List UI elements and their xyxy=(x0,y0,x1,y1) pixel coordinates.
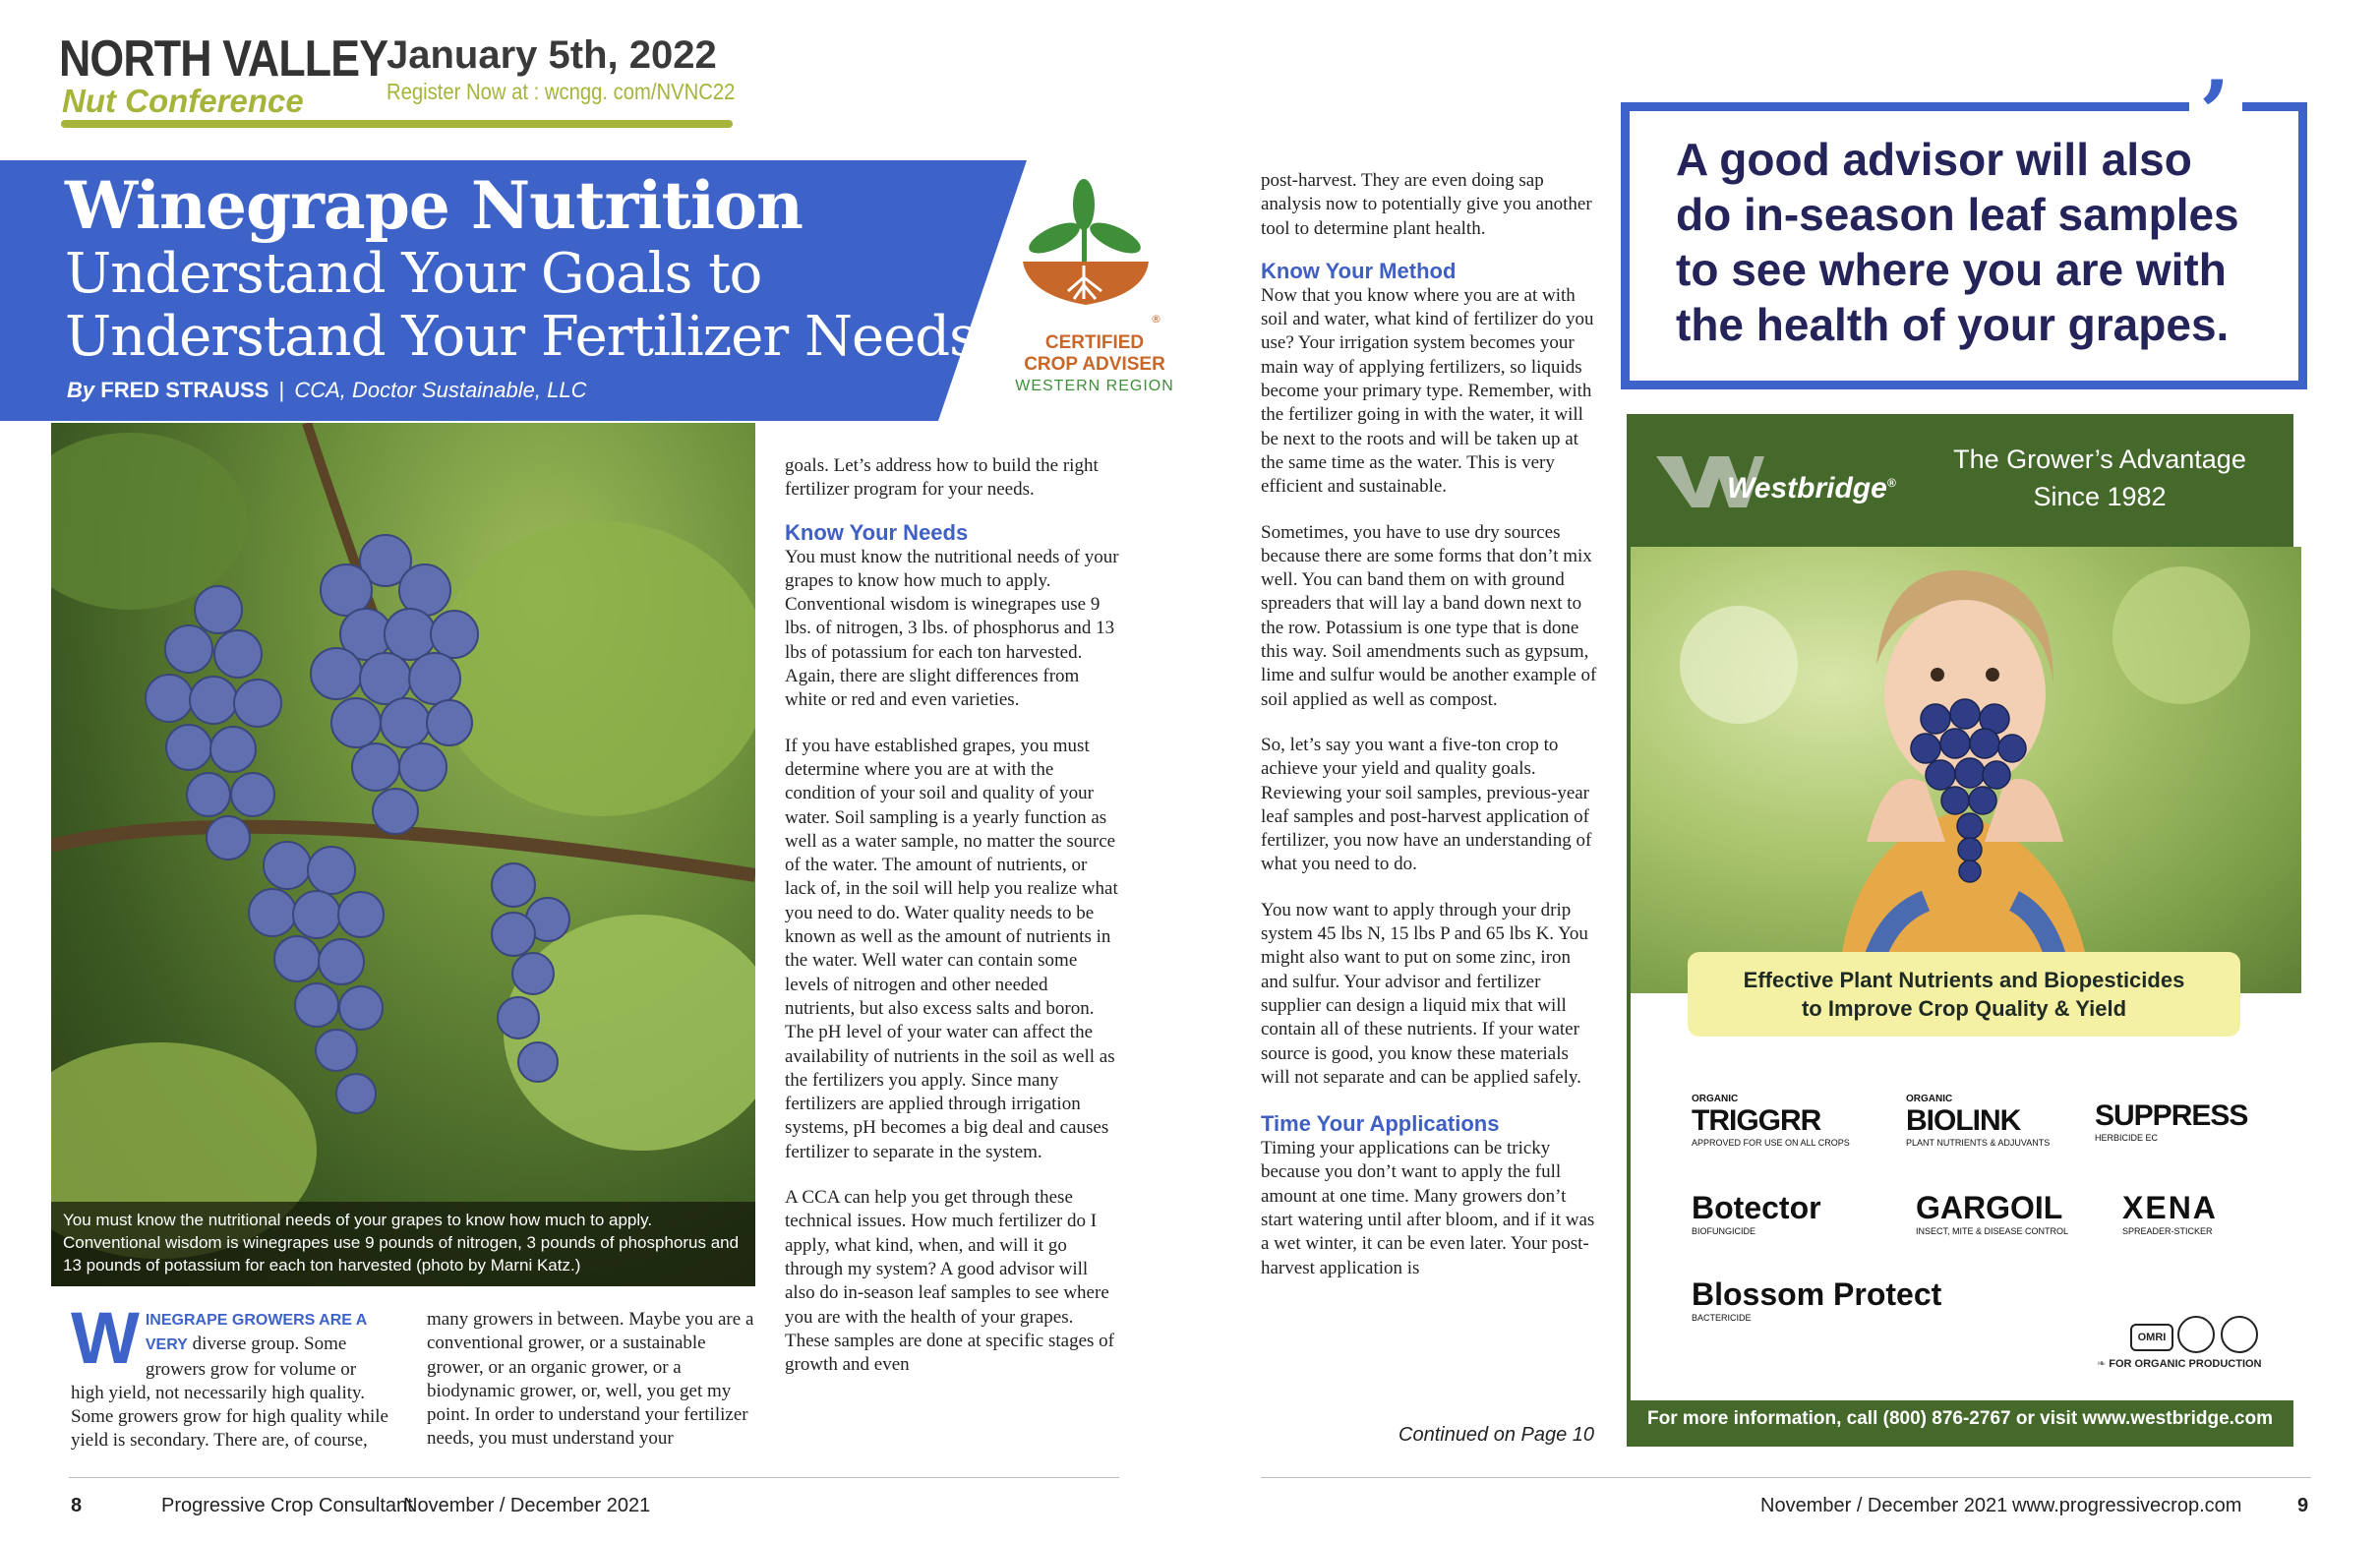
needs-paragraph-2: If you have established grapes, you must determine where you are at with the condition of your soil and quality of your water. Soil sampling is a yearly function as well as a water sample, no matter the source of the water. The amount of nutrients, or lack of, in the soil will help you realize what you need to do. Water quality needs to be known as well as the amount of nutrients in the water. Well water can contain some levels of nitrogen and other needed nutrients, but also excess salts and boron. The pH level of your water can affect the availability of nutrients in the soil as well as the fertilizers you apply. Since many fertilizers are applied through irrigation systems, pH becomes a big deal and causes fertilizer to separate in the system. xyxy=(785,735,1118,1162)
product-botector[interactable] xyxy=(1692,1190,1821,1236)
article-column-4 xyxy=(1261,169,1597,1302)
cca-reg-mark: ® xyxy=(1151,313,1161,326)
product-triggrr-pre: ORGANIC xyxy=(1692,1094,1739,1104)
product-xena-name: XENA xyxy=(2122,1190,2218,1225)
conference-underline xyxy=(61,120,733,128)
cca-line1: CERTIFIED xyxy=(1044,332,1145,353)
westbridge-reg: ® xyxy=(1886,476,1896,490)
product-gargoil-sub: INSECT, MITE & DISEASE CONTROL xyxy=(1916,1226,2069,1236)
product-suppress-name: SUPPRESS xyxy=(2095,1099,2248,1132)
product-triggrr[interactable] xyxy=(1692,1094,1850,1148)
ad-photo xyxy=(1631,547,2301,993)
method-paragraph-2: Sometimes, you have to use dry sources because there are some forms that don’t mix well. You can band them on with ground spreaders that will lay a band down next to the row. Potassium is one type that is done this way. Soil amendments such as gypsum, lime and sulfur would be another example of soil applied as well as compost. xyxy=(1261,521,1597,710)
article-title: Winegrape Nutrition xyxy=(65,167,803,244)
cca-line2: CROP ADVISER xyxy=(1024,354,1165,375)
byline-prefix: By xyxy=(67,378,95,402)
product-biolink[interactable] xyxy=(1906,1094,2050,1148)
product-botector-name: Botector xyxy=(1692,1190,1821,1225)
conference-name-line1: NORTH VALLEY xyxy=(59,30,388,88)
left-footer-rule xyxy=(69,1477,1119,1478)
drop-cap: W xyxy=(71,1297,140,1379)
heading-know-your-method: Know Your Method xyxy=(1261,258,1457,283)
pullquote-mark: ’ xyxy=(2199,61,2231,165)
conference-name-line2: Nut Conference xyxy=(62,83,304,119)
product-biolink-pre: ORGANIC xyxy=(1906,1094,1953,1104)
ad-banner-line1: Effective Plant Nutrients and Biopesticides xyxy=(1743,968,2185,992)
intro-smallcaps: INEGRAPE GROWERS ARE A VERY xyxy=(145,1312,367,1354)
heading-know-your-needs: Know Your Needs xyxy=(785,519,969,545)
product-gargoil[interactable] xyxy=(1916,1190,2068,1236)
continued-note: Continued on Page 10 xyxy=(1398,1424,1595,1446)
pullquote-text: A good advisor will also do in-season leaf samples to see where you are with the health of your grapes. xyxy=(1676,134,2239,350)
product-xena-sub: SPREADER-STICKER xyxy=(2122,1226,2213,1236)
byline xyxy=(67,378,586,403)
ad-banner-line2: to Improve Crop Quality & Yield xyxy=(1801,996,2127,1021)
product-blossom-protect[interactable] xyxy=(1692,1276,1941,1323)
method-paragraph-1: Now that you know where you are at with soil and water, what kind of fertilizer do you use? Your irrigation system becomes your main way of applying fertilizers, so liquids become your primary type. Remember, with the fertilizer going in with the water, it will be next to the roots and will be taken up at the same time as the water. This is very efficient and sustainable. xyxy=(1261,284,1594,498)
product-botector-sub: BIOFUNGICIDE xyxy=(1692,1226,1756,1236)
product-xena[interactable] xyxy=(2122,1190,2218,1236)
product-blossom-protect-name: Blossom Protect xyxy=(1692,1276,1942,1312)
website-link[interactable]: www.progressivecrop.com xyxy=(2012,1495,2242,1516)
cca-line3: WESTERN REGION xyxy=(1015,378,1174,394)
right-issue-date: November / December 2021 xyxy=(1760,1495,2008,1516)
time-paragraph-1: Timing your applications can be tricky because you don’t want to apply the full amount at one time. Many growers don’t start watering until after bloom, and if it was a wet winter, it can be even later. Your post-harvest application is xyxy=(1261,1138,1595,1278)
left-magazine-name: Progressive Crop Consultant xyxy=(161,1495,413,1516)
method-paragraph-3: So, let’s say you want a five-ton crop to achieve your yield and quality goals. Reviewing your soil samples, previous-year leaf samples and post-harvest application of fertilizer, you now have an understanding of what you need to do. xyxy=(1261,734,1592,875)
right-page-number: 9 xyxy=(2297,1495,2309,1516)
ad-banner xyxy=(1688,952,2240,1037)
photo-caption: You must know the nutritional needs of your grapes to know how much to apply. Conventional wisdom is winegrapes use 9 pounds of nitrogen, 3 pounds of phosphorus and 13 pounds of potassium for each ton harvested (photo by Marni Katz.) xyxy=(63,1211,740,1275)
cca-plant-icon xyxy=(1011,167,1178,334)
left-page-number: 8 xyxy=(71,1495,83,1516)
intro-continued: many growers in between. Maybe you are a conventional grower, or a sustainable grower, or an organic grower, or a biodynamic grower, or, well, you get my point. In order to understand your fertilizer needs, you must understand your xyxy=(427,1309,754,1450)
column3-lead: goals. Let’s address how to build the right fertilizer program for your needs. xyxy=(785,455,1099,501)
intro-column-1 xyxy=(71,1297,393,1453)
ad-footer-contact[interactable]: For more information, call (800) 876-2767 or visit www.westbridge.com xyxy=(1647,1408,2273,1429)
ad-tagline-line2: Since 1982 xyxy=(2033,482,2167,511)
column4-lead: post-harvest. They are even doing sap analysis now to potentially give you another tool to determine plant health. xyxy=(1261,170,1592,239)
cca-logo xyxy=(1011,167,1178,403)
article-subtitle-line1: Understand Your Goals to xyxy=(65,242,762,306)
westbridge-brand xyxy=(1727,472,1896,505)
westbridge-logo xyxy=(1656,450,1912,513)
right-footer-rule xyxy=(1261,1477,2311,1478)
method-paragraph-4: You now want to apply through your drip system 45 lbs N, 15 lbs P and 65 lbs K. You might also want to put on some zinc, iron and sulfur. Your advisor and fertilizer supplier can design a liquid mix that will contain all of these nutrients. If your water source is good, you know these materials will not separate and can be applied safely. xyxy=(1261,899,1588,1088)
intro-column-2 xyxy=(427,1308,759,1473)
product-gargoil-name: GARGOIL xyxy=(1916,1190,2063,1225)
byline-divider: | xyxy=(278,378,285,402)
byline-author: FRED STRAUSS xyxy=(100,378,269,402)
ad-tagline-line1: The Grower’s Advantage xyxy=(1953,445,2246,474)
omri-badge: OMRI xyxy=(2130,1324,2173,1351)
product-biolink-name: BIOLINK xyxy=(1906,1104,2021,1137)
grape-photo xyxy=(51,423,755,1286)
product-biolink-sub: PLANT NUTRIENTS & ADJUVANTS xyxy=(1906,1138,2051,1148)
conference-register-link[interactable]: Register Now at : wcngg. com/NVNC22 xyxy=(387,79,736,104)
article-subtitle-line2: Understand Your Fertilizer Needs xyxy=(65,305,977,369)
left-issue-date: November / December 2021 xyxy=(403,1495,651,1516)
certification-seal-icon xyxy=(2177,1316,2215,1353)
product-blossom-protect-sub: BACTERICIDE xyxy=(1692,1313,1752,1323)
conference-name xyxy=(59,30,442,119)
article-column-3 xyxy=(785,454,1119,1398)
usda-organic-seal-icon xyxy=(2221,1316,2258,1353)
child-with-grapes-illustration xyxy=(1631,547,2301,993)
organic-production-note xyxy=(2097,1357,2262,1370)
product-triggrr-sub: APPROVED FOR USE ON ALL CROPS xyxy=(1692,1138,1850,1148)
byline-affiliation: CCA, Doctor Sustainable, LLC xyxy=(294,378,587,402)
product-suppress[interactable] xyxy=(2095,1099,2247,1143)
intro-text: diverse group. Some growers grow for volume or high yield, not necessarily high quality. Some growers grow for high quality while yield is secondary. There are, of course, xyxy=(71,1334,388,1452)
product-triggrr-name: TRIGGRR xyxy=(1692,1104,1821,1137)
organic-production-text: FOR ORGANIC PRODUCTION xyxy=(2109,1358,2262,1370)
needs-paragraph-1: You must know the nutritional needs of your grapes to know how much to apply. Conventional wisdom is winegrapes use 9 lbs. of nitrogen, 3 lbs. of phosphorus and 13 lbs of potassium for each ton harvested. Again, there are slight differences from white or red and even varieties. xyxy=(785,546,1119,711)
needs-paragraph-3: A CCA can help you get through these technical issues. How much fertilizer do I apply, what kind, when, and will it go through my system? A good advisor will also do in-season leaf samples to see where you are with the health of your grapes. These samples are done at specific stages of growth and even xyxy=(785,1187,1115,1376)
leaf-icon: ❧ xyxy=(2097,1358,2107,1370)
grape-illustration xyxy=(51,423,755,1286)
conference-date: January 5th, 2022 xyxy=(387,33,717,77)
product-suppress-sub: HERBICIDE EC xyxy=(2095,1133,2159,1143)
westbridge-brand-text: Westbridge xyxy=(1727,472,1887,504)
heading-time-your-applications: Time Your Applications xyxy=(1261,1111,1500,1137)
